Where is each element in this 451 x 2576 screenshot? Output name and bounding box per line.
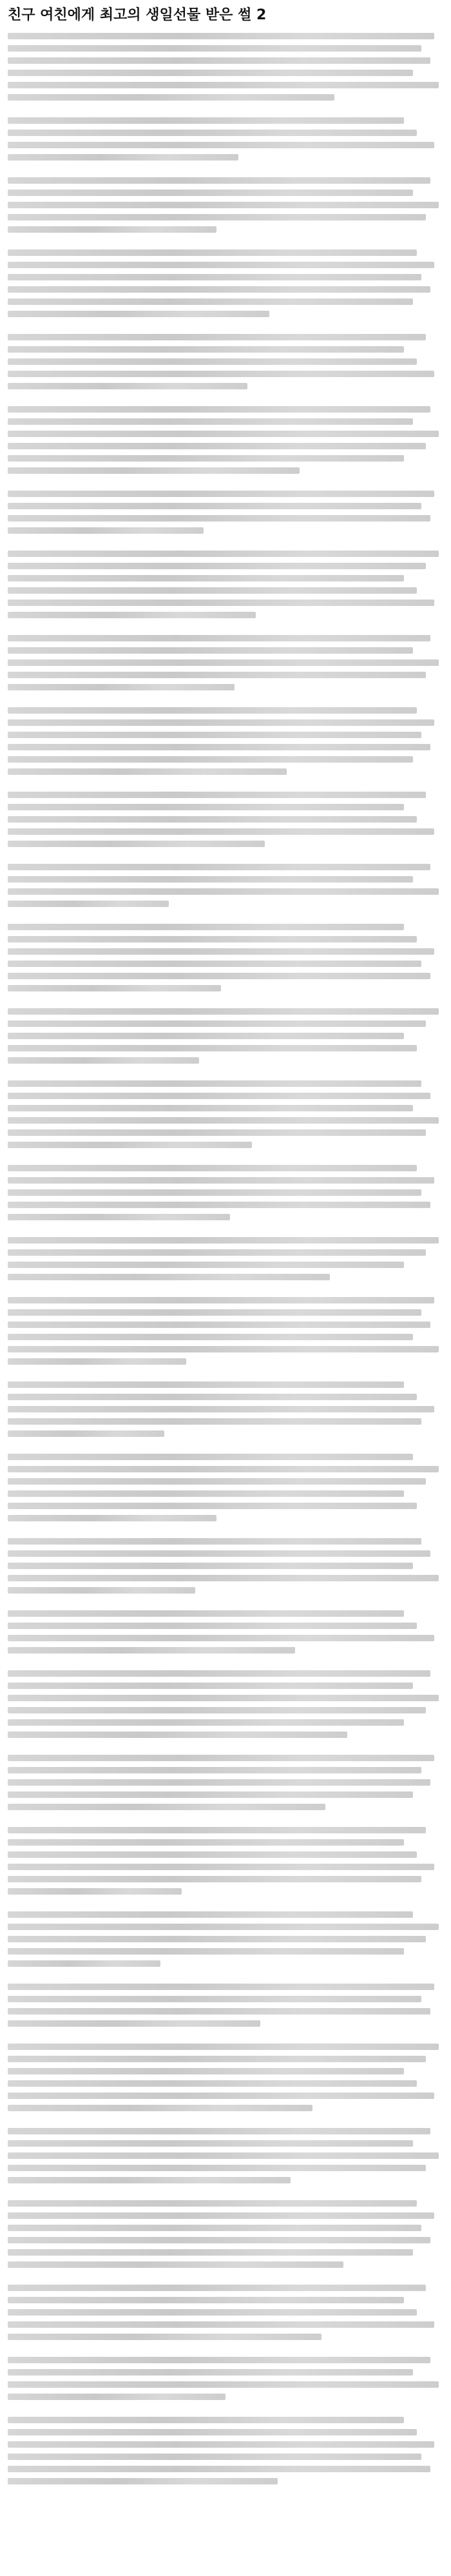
text-line (8, 406, 430, 413)
text-line (8, 1249, 426, 1256)
text-line (8, 214, 426, 220)
text-line (8, 1346, 439, 1352)
text-line (8, 1767, 421, 1773)
text-line (8, 1297, 434, 1303)
text-line (8, 1080, 421, 1087)
paragraph (8, 864, 443, 907)
text-line (8, 1647, 295, 1654)
text-line (8, 1142, 252, 1148)
text-line (8, 744, 430, 750)
paragraph (8, 406, 443, 474)
text-line (8, 1670, 430, 1677)
text-line (8, 1683, 413, 1689)
text-line (8, 1020, 426, 1027)
text-line (8, 2044, 439, 2050)
text-line (8, 226, 216, 233)
text-line (8, 2334, 321, 2340)
text-line (8, 551, 439, 557)
text-line (8, 600, 434, 606)
text-line (8, 2080, 417, 2087)
paragraph (8, 1670, 443, 1738)
paragraph (8, 491, 443, 534)
text-line (8, 659, 439, 666)
paragraph (8, 2128, 443, 2183)
paragraph (8, 2357, 443, 2400)
text-line (8, 371, 434, 377)
text-line (8, 1563, 413, 1569)
text-line (8, 1755, 434, 1761)
paragraph (8, 1911, 443, 1967)
paragraph (8, 1008, 443, 1064)
paragraph (8, 1984, 443, 2027)
text-line (8, 973, 430, 979)
text-line (8, 57, 430, 64)
text-line (8, 117, 404, 124)
text-line (8, 2008, 430, 2015)
text-line (8, 2441, 434, 2448)
text-line (8, 455, 404, 462)
paragraph (8, 2200, 443, 2268)
text-line (8, 828, 434, 835)
paragraph (8, 2285, 443, 2340)
post-title: 친구 여친에게 최고의 생일선물 받은 썰 2 (8, 7, 267, 23)
text-line (8, 177, 430, 184)
paragraph (8, 334, 443, 389)
text-line (8, 1129, 426, 1136)
text-line (8, 1189, 421, 1196)
text-line (8, 2394, 225, 2400)
paragraph (8, 792, 443, 847)
paragraph (8, 1610, 443, 1654)
text-line (8, 707, 417, 714)
text-line (8, 985, 221, 991)
text-line (8, 1864, 434, 1870)
text-line (8, 1358, 186, 1365)
text-line (8, 1623, 417, 1629)
text-line (8, 901, 169, 907)
text-line (8, 1406, 434, 1412)
text-line (8, 94, 334, 101)
text-line (8, 2093, 434, 2099)
text-line (8, 672, 426, 678)
text-line (8, 1165, 417, 1171)
paragraph (8, 707, 443, 775)
text-line (8, 286, 430, 293)
paragraph (8, 1538, 443, 1594)
paragraph (8, 635, 443, 690)
text-line (8, 1503, 417, 1509)
text-line (8, 1045, 417, 1051)
text-line (8, 2249, 413, 2256)
text-line (8, 1394, 417, 1400)
text-line (8, 684, 235, 690)
text-line (8, 924, 404, 930)
text-line (8, 527, 204, 534)
text-line (8, 1851, 417, 1858)
text-line (8, 311, 269, 317)
text-line (8, 202, 439, 208)
text-line (8, 948, 434, 955)
text-line (8, 563, 426, 569)
text-line (8, 1057, 199, 1064)
text-line (8, 2478, 278, 2484)
text-line (8, 1719, 404, 1726)
text-line (8, 2369, 413, 2376)
text-line (8, 2454, 421, 2460)
text-line (8, 864, 430, 870)
text-line (8, 1876, 421, 1882)
text-line (8, 1381, 404, 1388)
text-line (8, 1610, 404, 1617)
text-line (8, 876, 413, 883)
text-line (8, 249, 417, 256)
text-line (8, 2056, 426, 2062)
paragraph (8, 2417, 443, 2484)
text-line (8, 1418, 421, 1425)
text-line (8, 612, 256, 618)
text-line (8, 1635, 434, 1641)
text-line (8, 2225, 421, 2231)
paragraph (8, 551, 443, 618)
text-line (8, 358, 417, 365)
text-line (8, 792, 426, 798)
text-line (8, 45, 421, 52)
text-line (8, 1478, 426, 1485)
text-line (8, 719, 434, 726)
text-line (8, 383, 247, 389)
text-line (8, 298, 413, 305)
text-line (8, 1996, 421, 2002)
text-line (8, 2309, 417, 2316)
text-line (8, 1707, 426, 1713)
text-line (8, 2261, 343, 2268)
text-line (8, 1948, 404, 1955)
text-line (8, 1779, 430, 1786)
text-line (8, 190, 413, 196)
text-line (8, 1924, 439, 1930)
text-line (8, 1911, 413, 1918)
text-line (8, 768, 287, 775)
text-line (8, 2105, 312, 2111)
text-line (8, 635, 430, 641)
text-line (8, 1575, 439, 1581)
text-line (8, 575, 404, 581)
paragraph (8, 1080, 443, 1148)
text-line (8, 1177, 434, 1184)
text-line (8, 1960, 160, 1967)
text-line (8, 732, 421, 738)
text-line (8, 2429, 417, 2435)
text-line (8, 2297, 404, 2303)
text-line (8, 443, 426, 449)
text-line (8, 1274, 330, 1280)
text-line (8, 756, 413, 763)
text-line (8, 2212, 434, 2219)
text-line (8, 1587, 195, 1594)
text-line (8, 1936, 426, 1942)
text-line (8, 647, 413, 654)
text-line (8, 1550, 430, 1557)
text-line (8, 816, 417, 823)
text-line (8, 1490, 404, 1497)
text-line (8, 274, 421, 280)
post-body (8, 33, 443, 2484)
paragraph (8, 1237, 443, 1280)
paragraph (8, 249, 443, 317)
text-line (8, 431, 439, 437)
paragraph (8, 117, 443, 161)
text-line (8, 1117, 439, 1124)
text-line (8, 1466, 439, 1472)
text-line (8, 1804, 325, 1810)
paragraph (8, 1454, 443, 1521)
text-line (8, 491, 434, 497)
text-line (8, 1430, 164, 1437)
text-line (8, 841, 265, 847)
text-line (8, 2140, 413, 2147)
text-line (8, 2177, 291, 2183)
text-line (8, 1214, 230, 1220)
text-line (8, 346, 404, 353)
text-line (8, 1454, 413, 1460)
text-line (8, 2417, 404, 2423)
paragraph (8, 1297, 443, 1365)
text-line (8, 1839, 404, 1846)
text-line (8, 467, 300, 474)
text-line (8, 1791, 413, 1798)
text-line (8, 82, 439, 88)
text-line (8, 2152, 439, 2159)
paragraph (8, 1165, 443, 1220)
paragraph (8, 1827, 443, 1895)
text-line (8, 1237, 439, 1244)
text-line (8, 2165, 426, 2171)
text-line (8, 587, 417, 594)
text-line (8, 262, 434, 268)
text-line (8, 2381, 439, 2388)
text-line (8, 1334, 413, 1340)
text-line (8, 1262, 404, 1268)
text-line (8, 1827, 426, 1833)
text-line (8, 2285, 426, 2291)
paragraph (8, 1381, 443, 1437)
text-line (8, 2357, 430, 2363)
text-line (8, 1695, 439, 1701)
text-line (8, 1888, 182, 1895)
text-line (8, 1515, 216, 1521)
text-line (8, 142, 434, 148)
text-line (8, 1322, 430, 1328)
text-line (8, 418, 413, 425)
paragraph (8, 33, 443, 101)
text-line (8, 1202, 430, 1208)
paragraph (8, 924, 443, 991)
text-line (8, 1105, 413, 1111)
text-line (8, 1093, 430, 1099)
paragraph (8, 1755, 443, 1810)
text-line (8, 503, 421, 509)
paragraph (8, 2044, 443, 2111)
text-line (8, 1984, 434, 1990)
text-line (8, 33, 434, 39)
text-line (8, 130, 417, 136)
text-line (8, 1309, 421, 1316)
text-line (8, 334, 426, 340)
text-line (8, 2321, 434, 2328)
text-line (8, 2068, 404, 2074)
text-line (8, 2020, 260, 2027)
text-line (8, 2237, 430, 2243)
text-line (8, 154, 238, 161)
text-line (8, 2200, 417, 2207)
text-line (8, 936, 417, 942)
text-line (8, 804, 404, 810)
text-line (8, 888, 439, 895)
text-line (8, 1033, 404, 1039)
text-line (8, 961, 421, 967)
text-line (8, 70, 413, 76)
text-line (8, 1538, 421, 1545)
text-line (8, 2128, 430, 2134)
text-line (8, 2466, 430, 2472)
text-line (8, 515, 430, 522)
paragraph (8, 177, 443, 233)
text-line (8, 1732, 347, 1738)
text-line (8, 1008, 439, 1015)
